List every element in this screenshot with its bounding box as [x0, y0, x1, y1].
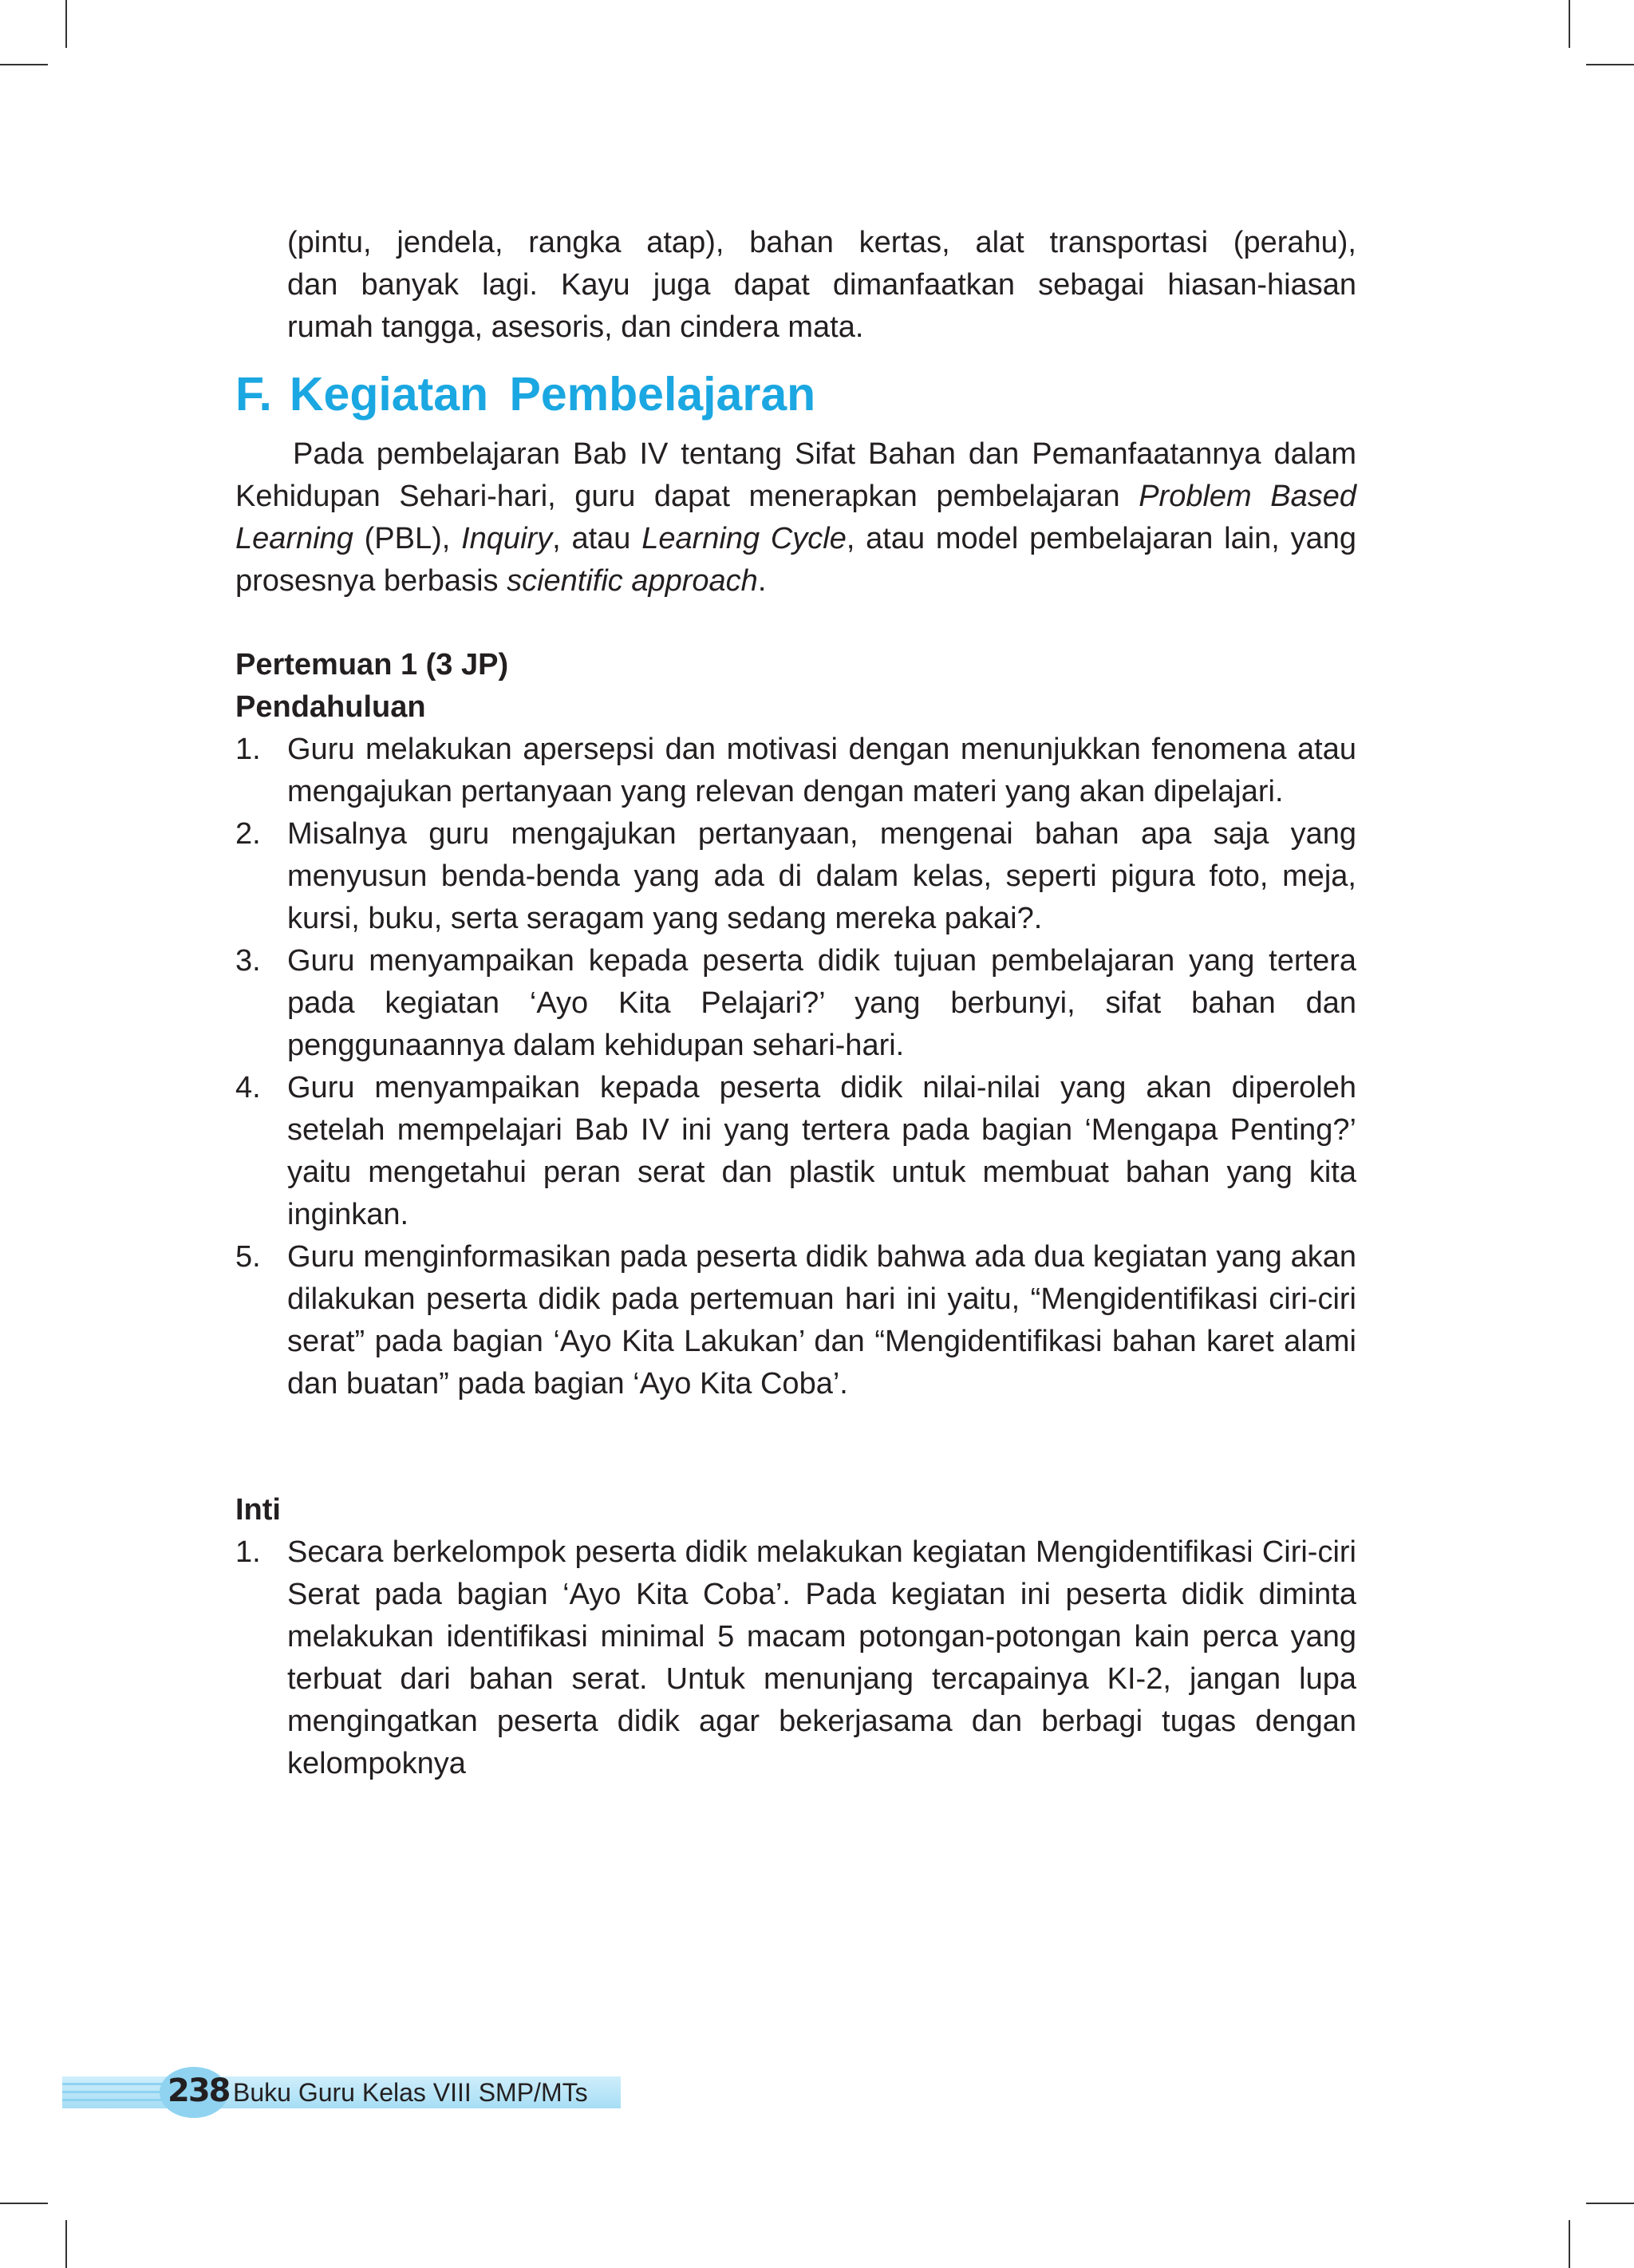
- list-item-text: Secara berkelompok peserta didik melakukan kegiatan Mengidentifikasi Ciri-ciri Serat pada bagian ‘Ayo Kita Coba’. Pada kegiatan ini peserta didik diminta melakukan identifikasi minimal 5 macam potongan-potongan kain perca yang terbuat dari bahan serat. Untuk menunjang tercapainya KI-2, jangan lupa mengingatkan peserta didik agar bekerjasama dan berbagi tugas dengan kelompoknya: [287, 1535, 1356, 1780]
- section-paragraph-text-2: (PBL),: [353, 522, 462, 555]
- pendahuluan-list: [235, 729, 1356, 1405]
- crop-mark-top-right-vertical: [1569, 0, 1570, 48]
- section-paragraph: [235, 433, 1356, 603]
- list-item-text: Guru menyampaikan kepada peserta didik tujuan pembelajaran yang tertera pada kegiatan ‘Ayo Kita Pelajari?’ yang berbunyi, sifat bahan dan penggunaannya dalam kehidupan sehari-hari.: [287, 944, 1356, 1062]
- section-paragraph-italic-3: Learning Cycle: [641, 522, 847, 555]
- section-title: Kegiatan Pembelajaran: [289, 368, 816, 421]
- list-item: [235, 729, 1356, 813]
- crop-mark-bottom-left-vertical: [65, 2220, 67, 2268]
- section-paragraph-italic-4: scientific approach: [507, 564, 758, 598]
- section-paragraph-italic-1: Problem Based Learning: [235, 480, 1356, 555]
- list-item-text: Guru melakukan apersepsi dan motivasi dengan menunjukkan fenomena atau mengajukan pertanyaan yang relevan dengan materi yang akan dipelajari.: [287, 733, 1356, 808]
- crop-mark-bottom-left-horizontal: [0, 2203, 48, 2204]
- list-item: [235, 940, 1356, 1067]
- section-paragraph-text-3: , atau: [552, 522, 642, 555]
- intro-line-1: (pintu, jendela, rangka atap), bahan kertas, alat transportasi (perahu),: [287, 226, 1356, 259]
- list-item: [235, 1236, 1356, 1405]
- intro-line-3: rumah tangga, asesoris, dan cindera mata.: [287, 310, 864, 344]
- section-letter: F.: [235, 368, 272, 421]
- list-item-number: 3.: [235, 944, 261, 978]
- list-item-number: 1.: [235, 1535, 261, 1569]
- crop-mark-top-left-vertical: [65, 0, 67, 48]
- section-paragraph-text-4: , atau model pembelajaran lain, yang prosesnya berbasis: [235, 522, 1356, 598]
- footer-stripe: [62, 2091, 166, 2093]
- book-title: Buku Guru Kelas VIII SMP/MTs: [233, 2078, 588, 2107]
- list-item-number: 5.: [235, 1240, 261, 1274]
- list-item-number: 4.: [235, 1071, 261, 1104]
- section-paragraph-text-1: Pada pembelajaran Bab IV tentang Sifat Bahan dan Pemanfaatannya dalam Kehidupan Sehari-hari, guru dapat menerapkan pembelajaran: [235, 437, 1356, 513]
- inti-title: Inti: [235, 1493, 281, 1527]
- page-number: 238: [168, 2072, 230, 2109]
- section-paragraph-text-5: .: [757, 564, 767, 598]
- list-item-number: 1.: [235, 733, 261, 766]
- meeting-title: Pertemuan 1 (3 JP): [235, 648, 509, 682]
- list-item-text: Misalnya guru mengajukan pertanyaan, mengenai bahan apa saja yang menyusun benda-benda yang ada di dalam kelas, seperti pigura foto, meja, kursi, buku, serta seragam yang sedang mereka pakai?.: [287, 817, 1356, 935]
- list-item: [235, 1531, 1356, 1785]
- section-paragraph-italic-2: Inquiry: [461, 522, 553, 555]
- page-content: [235, 222, 1356, 1785]
- footer-stripe: [62, 2083, 166, 2085]
- crop-mark-top-right-horizontal: [1586, 64, 1634, 65]
- crop-mark-top-left-horizontal: [0, 64, 48, 65]
- intro-paragraph: [235, 222, 1356, 349]
- list-item-text: Guru menyampaikan kepada peserta didik nilai-nilai yang akan diperoleh setelah mempelajari Bab IV ini yang tertera pada bagian ‘Mengapa Penting?’ yaitu mengetahui peran serat dan plastik untuk membuat bahan yang kita inginkan.: [287, 1071, 1356, 1231]
- footer-stripe: [62, 2099, 166, 2101]
- pendahuluan-title: Pendahuluan: [235, 690, 426, 724]
- list-item-number: 2.: [235, 817, 261, 851]
- crop-mark-bottom-right-horizontal: [1586, 2203, 1634, 2204]
- list-item: [235, 1067, 1356, 1236]
- list-item: [235, 813, 1356, 940]
- crop-mark-bottom-right-vertical: [1569, 2220, 1570, 2268]
- intro-line-2: dan banyak lagi. Kayu juga dapat dimanfaatkan sebagai hiasan-hiasan: [287, 268, 1356, 302]
- list-item-text: Guru menginformasikan pada peserta didik bahwa ada dua kegiatan yang akan dilakukan peserta didik pada pertemuan hari ini yaitu, “Mengidentifikasi ciri-ciri serat” pada bagian ‘Ayo Kita Lakukan’ dan “Mengidentifikasi bahan karet alami dan buatan” pada bagian ‘Ayo Kita Coba’.: [287, 1240, 1356, 1401]
- inti-list: [235, 1531, 1356, 1785]
- spacer: [235, 1405, 1356, 1489]
- spacer: [235, 603, 1356, 644]
- section-heading: [235, 366, 1356, 422]
